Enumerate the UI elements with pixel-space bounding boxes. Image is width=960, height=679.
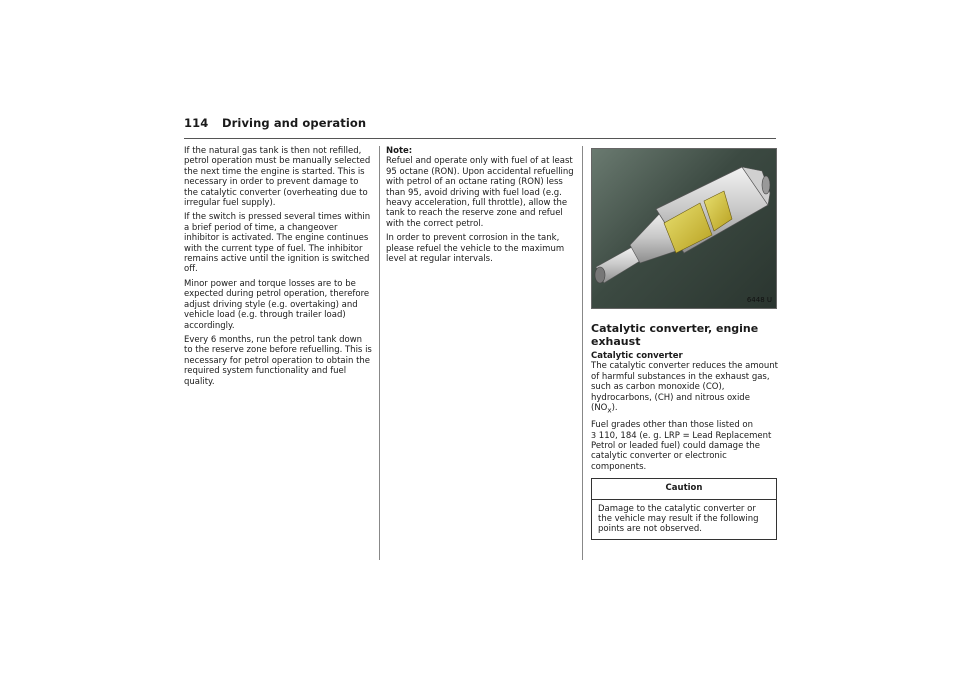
column-divider-2 [582,146,583,560]
header-divider [184,138,776,139]
subscript-x: x [607,405,612,415]
converter-text-end: ). [611,403,618,414]
converter-text: The catalytic converter reduces the amount of harmful substances in the exhaust gas, such as carbon monoxide (CO), hydrocarbons, (CH) and nitrous oxide (NO [591,361,778,414]
caution-box [591,478,777,540]
paragraph: If the switch is pressed several times within a brief period of time, a changeover inhibitor is activated. The engine continues with the current type of fuel. The inhibitor remains active until the ignition is switched off. [184,212,371,275]
text-column-2 [386,146,574,268]
note [386,146,574,229]
paragraph: In order to prevent corrosion in the tank, please refuel the vehicle to the maximum level at regular intervals. [386,233,565,265]
section-title: Catalytic converter, engine exhaust [591,322,759,348]
caution-text: Damage to the catalytic converter or the vehicle may result if the following points are not observed. [598,503,759,535]
fuel-grades-lead: Fuel grades other than those listed on [591,420,754,431]
paragraph [591,420,779,472]
paragraph: Minor power and torque losses are to be expected during petrol operation, therefore adjust driving style (e.g. overtaking) and vehicle load (e.g. through trailer load) accordingly. [184,278,370,331]
page-header [184,116,366,130]
page-ref-arrow-icon: 3 [591,430,597,440]
text-column-1 [184,146,372,391]
catalytic-converter-illustration [591,148,777,309]
text-column-3 [591,148,779,540]
page-number: 114 [184,116,209,130]
page-title: Driving and operation [222,116,367,130]
fuel-grades-text: 110, 184 (e. g. LRP = Lead Replacement Petrol or leaded fuel) could damage the catalytic converter or electronic components. [591,430,772,472]
paragraph: If the natural gas tank is then not refilled, petrol operation must be manually selected the next time the engine is started. This is necessary in order to prevent damage to the catalytic converter (overheating due to irregular fuel supply). [184,146,371,209]
column-divider-1 [379,146,380,560]
paragraph [591,351,779,416]
figure-label: 6448 U [746,295,772,304]
subheading: Catalytic converter [591,351,683,361]
note-text: Refuel and operate only with fuel of at least 95 octane (RON). Upon accidental refuelling with petrol of an octane rating (RON) less than 95, avoid driving with fuel load (e.g. heavy acceleration, full throttle), allow the tank to reach the reserve zone and refuel with the correct petrol. [386,156,574,229]
note-label: Note: [386,146,413,156]
caution-title: Caution [592,479,776,499]
paragraph: Every 6 months, run the petrol tank down to the reserve zone before refuelling. This is necessary for petrol operation to obtain the required system functionality and fuel quality. [184,334,372,387]
converter-drawing [592,149,776,308]
